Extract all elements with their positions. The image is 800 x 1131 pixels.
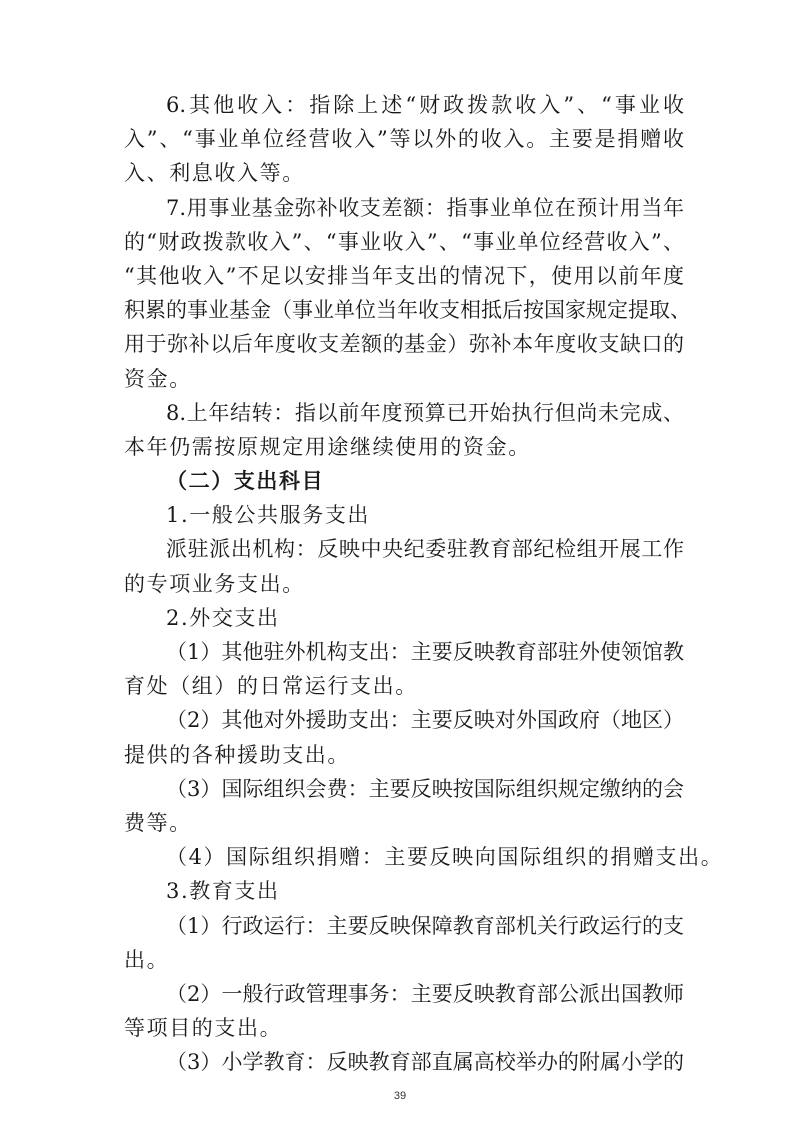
paragraph-line: 积累的事业基金（事业单位当年收支相抵后按国家规定提取、 bbox=[124, 298, 691, 323]
paragraph-line: 等项目的支出。 bbox=[124, 1016, 283, 1041]
paragraph-line: （4）国际组织捐赠：主要反映向国际组织的捐赠支出。 bbox=[166, 845, 724, 870]
paragraph-line: 6.其他收入：指除上述“财政拨款收入”、“事业收 bbox=[166, 93, 684, 117]
paragraph-line: （3）小学教育：反映教育部直属高校举办的附属小学的 bbox=[166, 1050, 684, 1075]
section-heading: （二）支出科目 bbox=[166, 469, 325, 494]
paragraph-line: （2）一般行政管理事务：主要反映教育部公派出国教师 bbox=[166, 981, 684, 1006]
paragraph-line: （1）其他驻外机构支出：主要反映教育部驻外使领馆教 bbox=[166, 640, 684, 664]
paragraph-line: 入、利息收入等。 bbox=[124, 161, 305, 186]
subsection-heading: 3.教育支出 bbox=[166, 879, 280, 904]
page-number: 39 bbox=[393, 1090, 407, 1102]
paragraph-line: 出。 bbox=[124, 947, 170, 972]
subsection-heading: 1.一般公共服务支出 bbox=[166, 503, 371, 528]
page-body bbox=[124, 88, 724, 1079]
paragraph-line: 派驻派出机构：反映中央纪委驻教育部纪检组开展工作 bbox=[166, 537, 684, 562]
paragraph-line: 用于弥补以后年度收支差额的基金）弥补本年度收支缺口的 bbox=[124, 332, 684, 357]
paragraph-line: 育处（组）的日常运行支出。 bbox=[124, 674, 418, 699]
paragraph-line: （3）国际组织会费：主要反映按国际组织规定缴纳的会 bbox=[166, 776, 684, 801]
paragraph-line: 提供的各种援助支出。 bbox=[124, 742, 350, 767]
paragraph-line: “其他收入”不足以安排当年支出的情况下，使用以前年度 bbox=[124, 263, 684, 288]
paragraph-line: 的“财政拨款收入”、“事业收入”、“事业单位经营收入”、 bbox=[124, 229, 684, 254]
paragraph-line: 8.上年结转：指以前年度预算已开始执行但尚未完成、 bbox=[166, 400, 684, 425]
paragraph-line: （1）行政运行：主要反映保障教育部机关行政运行的支 bbox=[166, 913, 684, 938]
paragraph-line: 费等。 bbox=[124, 810, 192, 835]
subsection-heading: 2.外交支出 bbox=[166, 605, 280, 630]
paragraph-line: 资金。 bbox=[124, 366, 192, 391]
paragraph-line: （2）其他对外援助支出：主要反映对外国政府（地区） bbox=[166, 708, 684, 733]
paragraph-line: 本年仍需按原规定用途继续使用的资金。 bbox=[124, 434, 531, 459]
paragraph-line: 的专项业务支出。 bbox=[124, 571, 305, 596]
paragraph-line: 7.用事业基金弥补收支差额：指事业单位在预计用当年 bbox=[166, 195, 684, 220]
paragraph-line: 入”、“事业单位经营收入”等以外的收入。主要是捐赠收 bbox=[124, 127, 684, 152]
